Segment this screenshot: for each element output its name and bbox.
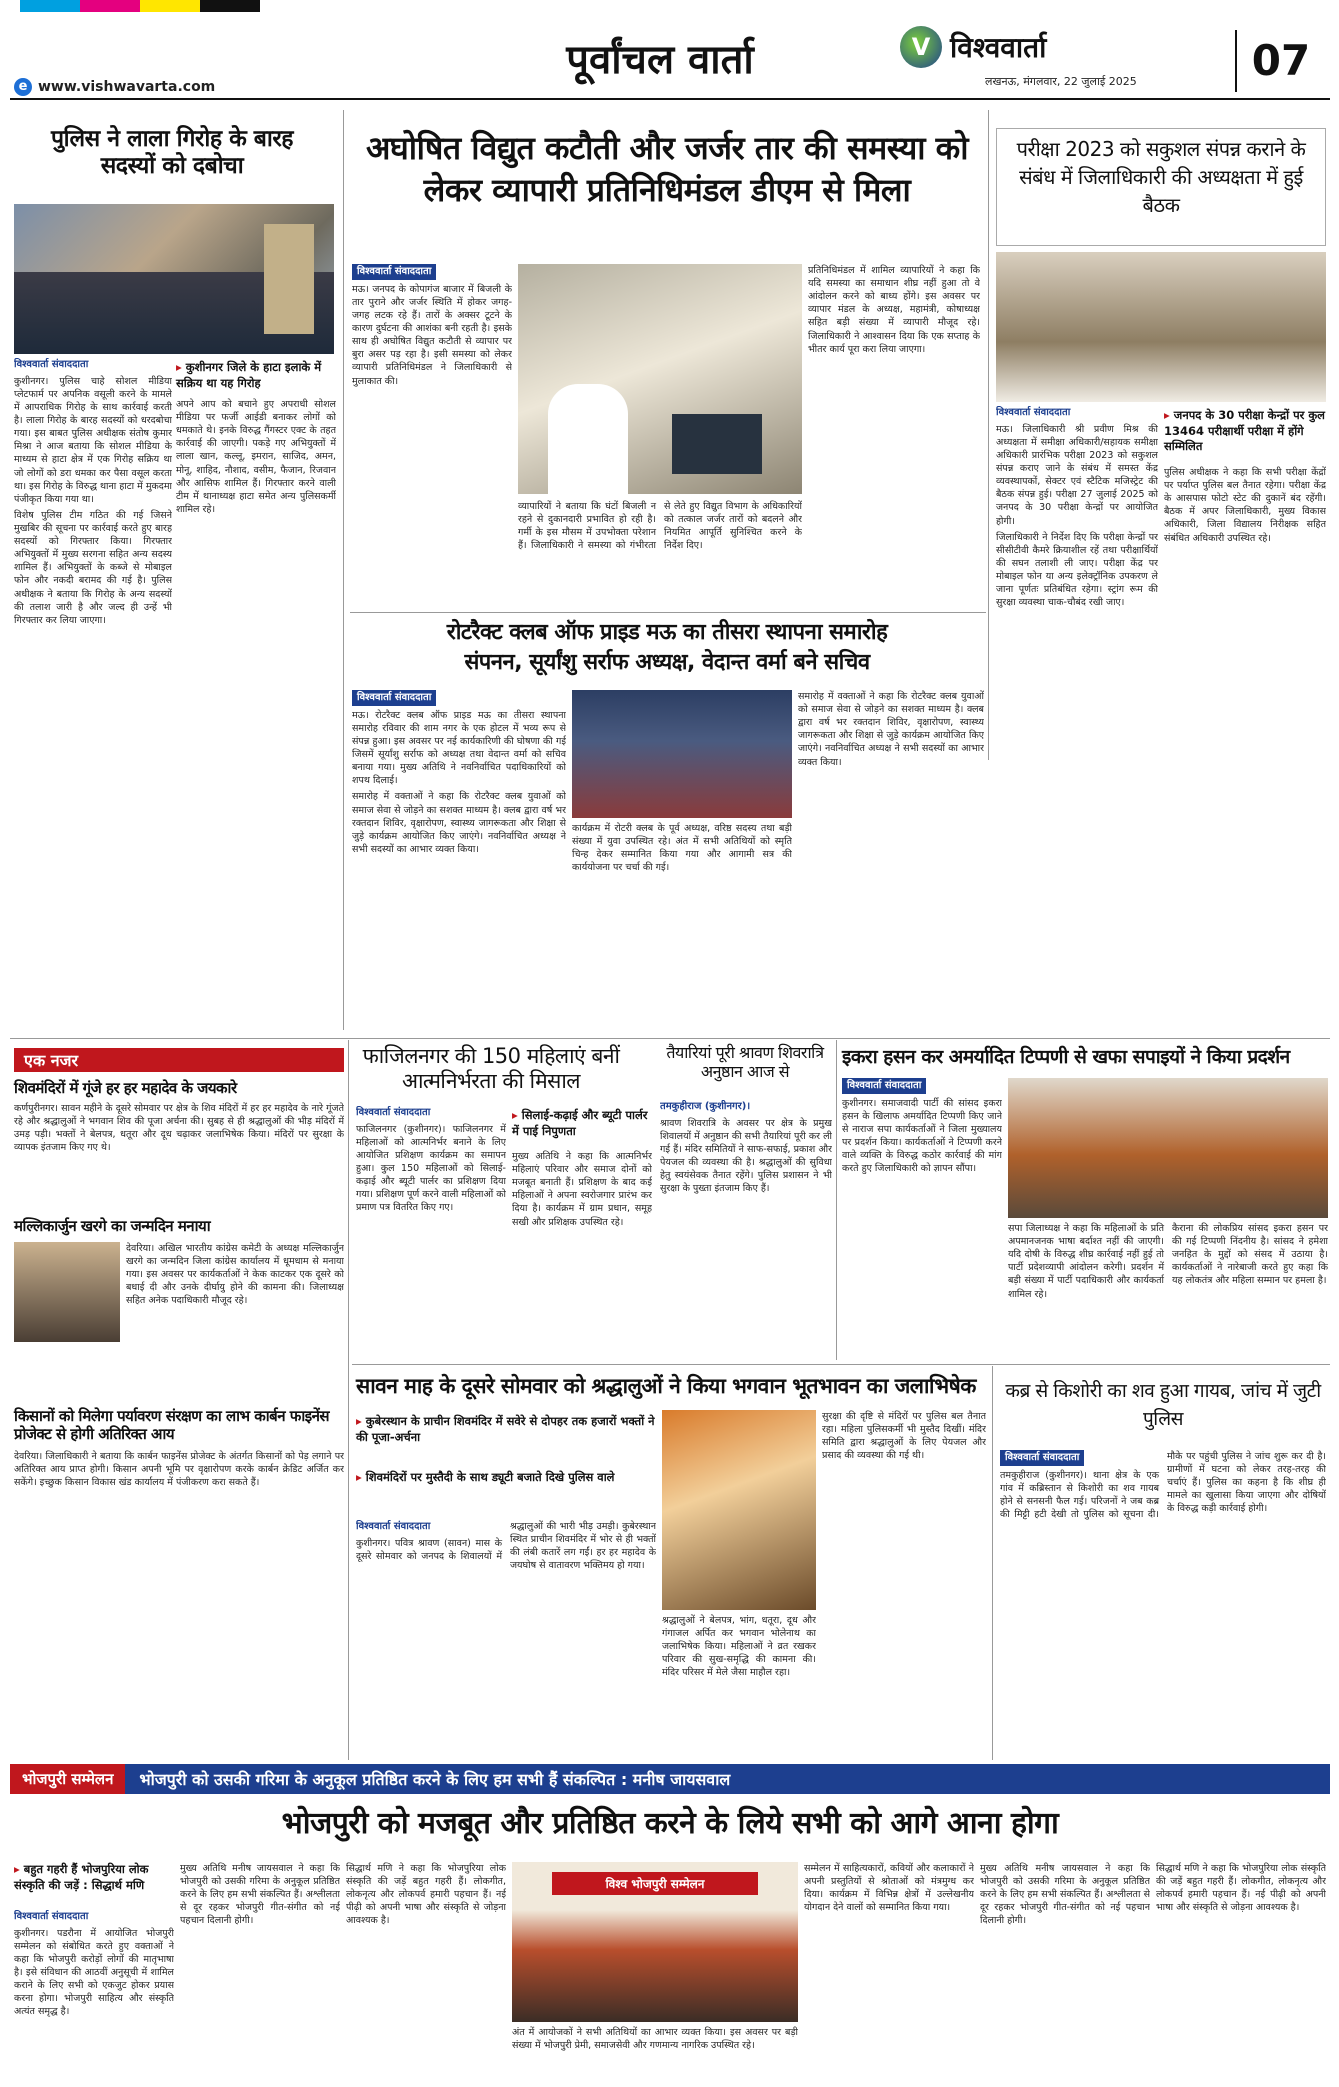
shravan-col xyxy=(660,1100,832,1356)
bhojpuri-col-3 xyxy=(346,1862,506,2075)
exam-body-1: मऊ। जिलाधिकारी श्री प्रवीण मिश्र की अध्यक्षता में समीक्षा अधिकारी/सहायक समीक्षा अधिकारी प्रारंभिक परीक्षा 2023 को सकुशल संपन्न कराए जाने के संबंध में समस्त केंद्र व्यवस्थापकों, सेक्टर एवं स्टैटिक मजिस्ट्रेट की बैठक संपन्न हुई। परीक्षा 27 जुलाई 2025 को जनपद के 30 परीक्षा केन्द्रों पर आयोजित होगी। xyxy=(996,423,1158,527)
brand-logo-icon: V xyxy=(900,26,942,68)
women-body-1: फाजिलनगर (कुशीनगर)। फाजिलनगर में महिलाओं को आत्मनिर्भर बनाने के लिए आयोजित प्रशिक्षण कार्यक्रम का समापन हुआ। कुल 150 महिलाओं को सिलाई-कढ़ाई और ब्यूटी पार्लर का प्रशिक्षण दिया गया। प्रशिक्षण पूर्ण करने वाली महिलाओं को प्रमाण पत्र वितरित किए गए। xyxy=(356,1123,506,1214)
shravan-monday-col-1 xyxy=(356,1520,656,1755)
bhojpuri-col-7 xyxy=(1156,1862,1326,2075)
shravan-monday-highlight-2 xyxy=(356,1470,656,1486)
rotaract-body-2b: समारोह में वक्ताओं ने कहा कि रोटरैक्ट क्लब युवाओं को समाज सेवा से जोड़ने का सशक्त माध्यम है। क्लब द्वारा वर्ष भर रक्तदान शिविर, वृक्षारोपण, स्वास्थ्य जागरूकता और शिक्षा से जुड़े कार्यक्रम आयोजित किए जाएंगे। नवनिर्वाचित अध्यक्ष ने सभी सदस्यों का आभार व्यक्त किया। xyxy=(798,691,984,768)
police-body-2: विशेष पुलिस टीम गठित की गई जिसने मुखबिर की सूचना पर कार्रवाई करते हुए बारह सदस्यों को गिरफ्तार किया। गिरफ्तार अभियुक्तों में मुख्य सरगना सहित अन्य सदस्य शामिल हैं। अभियुक्तों के कब्जे से मोबाइल फोन और नकदी बरामद की गई है। पुलिस अधीक्षक ने बताया कि गिरोह के अन्य सदस्यों की तलाश जारी है और जल्द ही उन्हें भी गिरफ्तार कर लिया जाएगा। xyxy=(14,509,172,626)
bhojpuri-body-3: सिद्धार्थ मणि ने कहा कि भोजपुरिया लोक संस्कृति की जड़ें बहुत गहरी हैं। लोकगीत, लोकनृत्य और लोकपर्व हमारी पहचान हैं। नई पीढ़ी को अपनी भाषा और संस्कृति से जोड़ना आवश्यक है। xyxy=(346,1863,506,1927)
police-group-photo xyxy=(14,204,334,354)
bhojpuri-col-5 xyxy=(804,1862,974,2075)
women-byline: विश्ववार्ता संवाददाता xyxy=(356,1107,431,1118)
protest-photo xyxy=(1008,1078,1328,1218)
police-highlight-text: कुशीनगर जिले के हाटा इलाके में सक्रिय था यह गिरोह xyxy=(176,360,322,390)
shravan-byline: तमकुहीराज (कुशीनगर)। xyxy=(660,1101,751,1112)
exam-highlight-text: जनपद के 30 परीक्षा केन्द्रों पर कुल 13464 परीक्षार्थी परीक्षा में होंगे सम्मिलित xyxy=(1164,408,1325,454)
exam-headline-box xyxy=(996,128,1326,246)
triangle-bullet-icon: ▸ xyxy=(1164,408,1170,422)
protest-body-3: कैराना की लोकप्रिय सांसद इकरा हसन पर की गई टिप्पणी निंदनीय है। सांसद ने हमेशा जनहित के मुद्दों को संसद में उठाया है। कार्यकर्ताओं ने नारेबाजी करते हुए कहा कि यह लोकतंत्र और महिला सम्मान पर हमला है। xyxy=(1172,1223,1328,1287)
police-headline: पुलिस ने लाला गिरोह के बारह सदस्यों को दबोचा xyxy=(51,126,293,180)
bhojpuri-body-5: अंत में आयोजकों ने सभी अतिथियों का आभार व्यक्त किया। इस अवसर पर बड़ी संख्या में भोजपुरी प्रेमी, समाजसेवी और गणमान्य नागरिक उपस्थित रहे। xyxy=(512,2027,798,2052)
rotaract-headline-2: संपनन, सूर्यांशु सर्राफ अध्यक्ष, वेदान्त वर्मा बने सचिव xyxy=(464,650,870,675)
police-body-1: कुशीनगर। पुलिस चाहे सोशल मीडिया प्लेटफार्म पर अपनिक वसूली करने के मामले में आपराधिक गिरोह के साथ कार्रवाई करती है। लाला गिरोह के बारह सदस्यों को धरदबोचा गया। इस बाबत पुलिस अधीक्षक संतोष कुमार मिश्रा ने आज बताया कि सोशल मीडिया के माध्यम से हाटा क्षेत्र में एक गिरोह सक्रिय था जो लोगों को डरा धमका कर पैसा वसूल करता था। इस गिरोह के विरुद्ध थाना हाटा में मुकदमा पंजीकृत किया गया था। xyxy=(14,375,172,505)
bhojpuri-body-3b: सिद्धार्थ मणि ने कहा कि भोजपुरिया लोक संस्कृति की जड़ें बहुत गहरी हैं। लोकगीत, लोकनृत्य और लोकपर्व हमारी पहचान हैं। नई पीढ़ी को अपनी भाषा और संस्कृति से जोड़ना आवश्यक है। xyxy=(1156,1863,1326,1914)
power-col-1 xyxy=(352,264,512,604)
bhojpuri-event-banner-text: विश्व भोजपुरी सम्मेलन xyxy=(552,1872,758,1895)
ek-nazar-item2-title: मल्लिकार्जुन खरगे का जन्मदिन मनाया xyxy=(14,1217,211,1235)
triangle-bullet-icon: ▸ xyxy=(176,360,182,374)
bhojpuri-body-4: सम्मेलन में साहित्यकारों, कवियों और कलाकारों ने अपनी प्रस्तुतियों से श्रोताओं को मंत्रमुग्ध कर दिया। कार्यक्रम में विभिन्न क्षेत्रों में उल्लेखनीय योगदान देने वालों को सम्मानित किया गया। xyxy=(804,1863,974,1914)
power-headline: अघोषित विद्युत कटौती और जर्जर तार की समस्या को लेकर व्यापारी प्रतिनिधिमंडल डीएम से मिला xyxy=(365,129,969,209)
bhojpuri-event-photo xyxy=(512,1862,798,2022)
rotaract-col-2 xyxy=(572,822,792,1030)
body-story-byline: विश्ववार्ता संवाददाता xyxy=(1000,1450,1084,1466)
bhojpuri-body-1: कुशीनगर। पडरौना में आयोजित भोजपुरी सम्मेलन को संबोधित करते हुए वक्ताओं ने कहा कि भोजपुरी करोड़ों लोगों की मातृभाषा है। इसे संविधान की आठवीं अनुसूची में शामिल कराने के लिए सभी को एकजुट होकर प्रयास करना होगा। भोजपुरी साहित्य और संस्कृति अत्यंत समृद्ध है। xyxy=(14,1927,174,2018)
color-registration-bar xyxy=(0,0,1339,14)
rotaract-body-2: समारोह में वक्ताओं ने कहा कि रोटरैक्ट क्लब युवाओं को समाज सेवा से जोड़ने का सशक्त माध्यम है। क्लब द्वारा वर्ष भर रक्तदान शिविर, वृक्षारोपण, स्वास्थ्य जागरूकता और शिक्षा से जुड़े कार्यक्रम आयोजित किए जाएंगे। नवनिर्वाचित अध्यक्ष ने सभी सदस्यों का आभार व्यक्त किया। xyxy=(352,791,566,855)
page-number: 07 xyxy=(1235,30,1325,92)
bhojpuri-headline: भोजपुरी को मजबूत और प्रतिष्ठित करने के लिये सभी को आगे आना होगा xyxy=(281,1806,1059,1841)
bhojpuri-banner xyxy=(10,1764,1330,1794)
triangle-bullet-icon: ▸ xyxy=(356,1470,362,1484)
power-body-1: मऊ। जनपद के कोपागंज बाजार में बिजली के तार पुराने और जर्जर स्थिति में होकर जगह-जगह लटक रहे हैं। तारों के अक्सर टूटने के कारण दुर्घटना की आशंका बनी रहती है। इसके साथ ही अघोषित विद्युत कटौती से व्यापार पर बुरा असर पड़ रहा है। इसी समस्या को लेकर व्यापारी प्रतिनिधिमंडल ने जिलाधिकारी से मुलाकात की। xyxy=(352,283,512,387)
ek-nazar-label: एक नजर xyxy=(14,1048,344,1072)
protest-col-2 xyxy=(1008,1222,1328,1358)
brand-block xyxy=(900,26,1046,68)
police-col-2 xyxy=(176,398,336,1038)
bhojpuri-highlight xyxy=(14,1862,174,1893)
bhojpuri-col-6 xyxy=(980,1862,1150,2075)
triangle-bullet-icon: ▸ xyxy=(14,1862,20,1876)
women-subhead xyxy=(512,1108,652,1139)
police-byline: विश्ववार्ता संवाददाता xyxy=(14,359,89,370)
ek-nazar-item3-body: देवरिया। जिलाधिकारी ने बताया कि कार्बन फाइनेंस प्रोजेक्ट के अंतर्गत किसानों को पेड़ लगाने पर अतिरिक्त आय प्राप्त होगी। किसान अपनी भूमि पर वृक्षारोपण करके कार्बन क्रेडिट अर्जित कर सकेंगे। इच्छुक किसान विकास खंड कार्यालय में पंजीकरण करा सकते हैं। xyxy=(14,1451,344,1489)
power-body-2: व्यापारियों ने बताया कि घंटों बिजली न रहने से दुकानदारी प्रभावित हो रही है। गर्मी के इस मौसम में उपभोक्ता परेशान हैं। जिलाधिकारी ने समस्या को गंभीरता से लेते हुए विद्युत विभाग के अधिकारियों को तत्काल जर्जर तारों को बदलने और नियमित आपूर्ति सुनिश्चित करने के निर्देश दिए। xyxy=(518,501,802,552)
rotaract-col-3 xyxy=(798,690,984,1030)
protest-byline: विश्ववार्ता संवाददाता xyxy=(842,1078,926,1094)
exam-headline: परीक्षा 2023 को सकुशल संपन्न कराने के संबंध में जिलाधिकारी की अध्यक्षता में हुई बैठक xyxy=(1016,137,1306,217)
protest-headline: इकरा हसन कर अमर्यादित टिप्पणी से खफा सपाइयों ने किया प्रदर्शन xyxy=(842,1046,1290,1068)
women-headline: फाजिलनगर की 150 महिलाएं बनीं आत्मनिर्भरता की मिसाल xyxy=(362,1044,620,1093)
bhojpuri-byline: विश्ववार्ता संवाददाता xyxy=(14,1911,89,1922)
power-meeting-photo xyxy=(518,264,802,494)
shravan-monday-body-2: श्रद्धालुओं ने बेलपत्र, भांग, धतूरा, दूध और गंगाजल अर्पित कर भगवान भोलेनाथ का जलाभिषेक किया। महिलाओं ने व्रत रखकर परिवार की सुख-समृद्धि की कामना की। मंदिर परिसर में मेले जैसा माहौल रहा। xyxy=(662,1615,816,1679)
rotaract-col-1 xyxy=(352,690,566,1030)
rotaract-body-1: मऊ। रोटरैक्ट क्लब ऑफ प्राइड मऊ का तीसरा स्थापना समारोह रविवार की शाम नगर के एक होटल में भव्य रूप से संपन्न हुआ। इस अवसर पर नई कार्यकारिणी की घोषणा की गई जिसमें सूर्यांशु सर्राफ को अध्यक्ष तथा वेदान्त वर्मा को सचिव बनाया गया। मुख्य अतिथि ने नवनिर्वाचित पदाधिकारियों को शपथ दिलाई। xyxy=(352,709,566,787)
kharge-photo xyxy=(14,1242,120,1342)
dateline: लखनऊ, मंगलवार, 22 जुलाई 2025 xyxy=(985,75,1137,88)
police-highlight xyxy=(176,360,336,391)
section-title: पूर्वांचल वार्ता xyxy=(566,36,754,83)
bhojpuri-section-label: भोजपुरी सम्मेलन xyxy=(10,1764,125,1794)
ek-nazar-item2-body: देवरिया। अखिल भारतीय कांग्रेस कमेटी के अध्यक्ष मल्लिकार्जुन खरगे का जन्मदिन जिला कांग्रेस कार्यालय में धूमधाम से मनाया गया। इस अवसर पर कार्यकर्ताओं ने केक काटकर एक दूसरे को बधाई दी और उनके दीर्घायु होने की कामना की। जिलाध्यक्ष सहित अनेक पदाधिकारी मौजूद रहे। xyxy=(126,1243,344,1307)
exam-body-3: पुलिस अधीक्षक ने कहा कि सभी परीक्षा केंद्रों पर पर्याप्त पुलिस बल तैनात रहेगा। परीक्षा केंद्र के आसपास फोटो स्टेट की दुकानें बंद रहेंगी। बैठक में अपर जिलाधिकारी, मुख्य विकास अधिकारी, जिला विद्यालय निरीक्षक सहित संबंधित अधिकारी उपस्थित रहे। xyxy=(1164,467,1326,544)
bhojpuri-highlight-text: बहुत गहरी हैं भोजपुरिया लोक संस्कृति की जड़ें : सिद्धार्थ मणि xyxy=(14,1862,149,1892)
body-story-body: तमकुहीराज (कुशीनगर)। थाना क्षेत्र के एक गांव में कब्रिस्तान से किशोरी का शव गायब होने से सनसनी फैल गई। परिजनों ने जब कब्र की मिट्टी हटी देखी तो पुलिस को सूचना दी। मौके पर पहुंची पुलिस ने जांच शुरू कर दी है। ग्रामीणों में घटना को लेकर तरह-तरह की चर्चाएं हैं। पुलिस का कहना है कि शीघ्र ही मामले का खुलासा किया जाएगा और दोषियों के विरुद्ध कड़ी कार्रवाई होगी। xyxy=(1000,1451,1326,1521)
exam-col-2 xyxy=(1164,466,1326,786)
shravan-headline: तैयारियां पूरी श्रावण शिवरात्रि अनुष्ठान आज से xyxy=(666,1043,824,1081)
women-col-2 xyxy=(512,1150,652,1356)
bhojpuri-body-2: मुख्य अतिथि मनीष जायसवाल ने कहा कि भोजपुरी को उसकी गरिमा के अनुकूल प्रतिष्ठित करने के लिए हम सभी संकल्पित हैं। अश्लीलता से दूर रहकर भोजपुरी गीत-संगीत को नई पहचान दिलानी होगी। xyxy=(180,1863,340,1927)
shravan-monday-col-3 xyxy=(822,1410,986,1755)
shravan-monday-highlight-1-text: कुबेरस्थान के प्राचीन शिवमंदिर में सवेरे से दोपहर तक हजारों भक्तों ने की पूजा-अर्चना xyxy=(356,1414,655,1444)
shravan-monday-headline: सावन माह के दूसरे सोमवार को श्रद्धालुओं ने किया भगवान भूतभावन का जलाभिषेक xyxy=(356,1374,976,1398)
triangle-bullet-icon: ▸ xyxy=(512,1108,518,1122)
bhojpuri-col-4 xyxy=(512,2026,798,2075)
shravan-monday-col-2 xyxy=(662,1614,816,1755)
power-body-3: प्रतिनिधिमंडल में शामिल व्यापारियों ने कहा कि यदि समस्या का समाधान शीघ्र नहीं हुआ तो वे आंदोलन करने को बाध्य होंगे। इस अवसर पर व्यापार मंडल के अध्यक्ष, महामंत्री, कोषाध्यक्ष सहित बड़ी संख्या में व्यापारी मौजूद रहे। जिलाधिकारी ने आश्वासन दिया कि एक सप्ताह के भीतर कार्य पूरा करा लिया जाएगा। xyxy=(808,265,980,355)
women-body-2: मुख्य अतिथि ने कहा कि आत्मनिर्भर महिलाएं परिवार और समाज दोनों को मजबूत बनाती हैं। प्रशिक्षण के बाद कई महिलाओं ने अपना स्वरोजगार प्रारंभ कर दिया है। कार्यक्रम में ग्राम प्रधान, समूह सखी और प्रशिक्षक उपस्थित रहे। xyxy=(512,1151,652,1228)
power-col-2 xyxy=(518,500,802,604)
bhojpuri-col-1 xyxy=(14,1910,174,2075)
body-story-col xyxy=(1000,1450,1326,1755)
shravan-monday-highlight-2-text: शिवमंदिरों पर मुस्तैदी के साथ ड्यूटी बजाते दिखे पुलिस वाले xyxy=(365,1470,615,1484)
power-col-3 xyxy=(808,264,980,604)
rotaract-byline: विश्ववार्ता संवाददाता xyxy=(352,690,436,706)
exam-body-2: जिलाधिकारी ने निर्देश दिए कि परीक्षा केन्द्रों पर सीसीटीवी कैमरे क्रियाशील रहें तथा परीक्षार्थियों की सघन तलाशी ली जाए। परीक्षा केंद्र पर मोबाइल फोन या अन्य इलेक्ट्रॉनिक उपकरण ले जाना पूर्णतः प्रतिबंधित रहेगा। स्ट्रांग रूम की सुरक्षा व्यवस्था चाक-चौबंद रखी जाए। xyxy=(996,531,1158,609)
shravan-monday-body-1: कुशीनगर। पवित्र श्रावण (सावन) मास के दूसरे सोमवार को जनपद के शिवालयों में श्रद्धालुओं की भारी भीड़ उमड़ी। कुबेरस्थान स्थित प्राचीन शिवमंदिर में भोर से ही भक्तों की लंबी कतारें लग गईं। हर हर महादेव के जयघोष से वातावरण भक्तिमय हो गया। xyxy=(356,1521,656,1572)
shravan-monday-highlight-1 xyxy=(356,1414,656,1445)
ek-nazar-item1-title: शिवमंदिरों में गूंजे हर हर महादेव के जयकारे xyxy=(14,1079,237,1097)
body-story-headline: कब्र से किशोरी का शव हुआ गायब, जांच में जुटी पुलिस xyxy=(1005,1380,1321,1430)
ek-nazar-item3-title: किसानों को मिलेगा पर्यावरण संरक्षण का लाभ कार्बन फाइनेंस प्रोजेक्ट से होगी अतिरिक्त आय xyxy=(14,1407,330,1443)
shravan-monday-byline: विश्ववार्ता संवाददाता xyxy=(356,1521,431,1532)
exam-col-1 xyxy=(996,406,1158,786)
bhojpuri-col-2 xyxy=(180,1862,340,2075)
brand-name: विश्ववार्ता xyxy=(950,31,1047,64)
exam-highlight xyxy=(1164,408,1326,455)
rotaract-group-photo xyxy=(572,690,792,818)
police-body-3: अपने आप को बचाने हुए अपराधी सोशल मीडिया पर फर्जी आईडी बनाकर लोगों को धमकाते थे। इनके विरुद्ध गैंगस्टर एक्ट के तहत कार्रवाई की जाएगी। पकड़े गए अभियुक्तों में लाला खान, कल्लू, इमरान, साजिद, अमन, मोनू, शाहिद, नौशाद, वसीम, फैजान, रिजवान और आसिफ शामिल हैं। गिरफ्तार करने वाली टीम में थानाध्यक्ष हाटा समेत अन्य पुलिसकर्मी शामिल रहे। xyxy=(176,399,336,515)
rotaract-body-3: कार्यक्रम में रोटरी क्लब के पूर्व अध्यक्ष, वरिष्ठ सदस्य तथा बड़ी संख्या में युवा उपस्थित रहे। अंत में सभी अतिथियों को स्मृति चिन्ह देकर सम्मानित किया गया और आगामी सत्र की कार्ययोजना पर चर्चा की गई। xyxy=(572,823,792,874)
rotaract-headline-1: रोटरैक्ट क्लब ऑफ प्राइड मऊ का तीसरा स्थापना समारोह xyxy=(446,620,888,645)
police-col-1 xyxy=(14,358,172,1038)
shravan-monday-body-3: सुरक्षा की दृष्टि से मंदिरों पर पुलिस बल तैनात रहा। महिला पुलिसकर्मी भी मुस्तैद दिखीं। मंदिर समिति द्वारा श्रद्धालुओं के लिए पेयजल और प्रसाद की व्यवस्था की गई थी। xyxy=(822,1411,986,1462)
bhojpuri-body-2b: मुख्य अतिथि मनीष जायसवाल ने कहा कि भोजपुरी को उसकी गरिमा के अनुकूल प्रतिष्ठित करने के लिए हम सभी संकल्पित हैं। अश्लीलता से दूर रहकर भोजपुरी गीत-संगीत को नई पहचान दिलानी होगी। xyxy=(980,1863,1150,1927)
website-link[interactable]: www.vishwavarta.com xyxy=(38,79,216,95)
triangle-bullet-icon: ▸ xyxy=(356,1414,362,1428)
exam-byline: विश्ववार्ता संवाददाता xyxy=(996,407,1071,418)
shravan-body: श्रावण शिवरात्रि के अवसर पर क्षेत्र के प्रमुख शिवालयों में अनुष्ठान की सभी तैयारियां पूरी कर ली गई हैं। मंदिर समितियों ने साफ-सफाई, प्रकाश और पेयजल की व्यवस्था की है। श्रद्धालुओं की सुविधा हेतु स्वयंसेवक तैनात रहेंगे। पुलिस प्रशासन ने भी सुरक्षा के पुख्ता इंतजाम किए हैं। xyxy=(660,1117,832,1195)
protest-body-2: सपा जिलाध्यक्ष ने कहा कि महिलाओं के प्रति अपमानजनक भाषा बर्दाश्त नहीं की जाएगी। यदि दोषी के विरुद्ध शीघ्र कार्रवाई नहीं हुई तो पार्टी प्रदेशव्यापी आंदोलन करेगी। प्रदर्शन में बड़ी संख्या में पार्टी पदाधिकारी और कार्यकर्ता शामिल रहे। xyxy=(1008,1223,1164,1300)
protest-col-1 xyxy=(842,1078,1002,1358)
women-col-1 xyxy=(356,1106,506,1356)
bhojpuri-banner-quote: भोजपुरी को उसकी गरिमा के अनुकूल प्रतिष्ठित करने के लिए हम सभी हैं संकल्पित : मनीष जायसवाल xyxy=(139,1770,731,1789)
women-subhead-text: सिलाई-कढ़ाई और ब्यूटी पार्लर में पाई निपुणता xyxy=(512,1108,648,1138)
power-byline: विश्ववार्ता संवाददाता xyxy=(352,264,436,280)
protest-body-1: कुशीनगर। समाजवादी पार्टी की सांसद इकरा हसन के खिलाफ अमर्यादित टिप्पणी किए जाने से नाराज सपा कार्यकर्ताओं ने जिला मुख्यालय पर प्रदर्शन किया। कार्यकर्ताओं ने टिप्पणी करने वाले व्यक्ति के विरुद्ध कठोर कार्रवाई की मांग करते हुए जिलाधिकारी को ज्ञापन सौंपा। xyxy=(842,1097,1002,1175)
ek-nazar-item1-body: कर्णपुरीनगर। सावन महीने के दूसरे सोमवार पर क्षेत्र के शिव मंदिरों में हर हर महादेव के नारे गूंजते रहे और श्रद्धालुओं ने भगवान शिव की पूजा अर्चना की। सुबह से ही श्रद्धालुओं की भीड़ मंदिरों में उमड़ पड़ी। भक्तों ने बेलपत्र, धतूरा और दूध चढ़ाकर जलाभिषेक किया। मंदिरों पर सुरक्षा के व्यापक इंतजाम किए गए थे। xyxy=(14,1103,344,1154)
internet-explorer-icon: e xyxy=(14,78,32,96)
exam-meeting-photo xyxy=(996,252,1326,402)
website-row xyxy=(14,78,215,96)
header-rule xyxy=(10,98,1330,100)
shravan-monday-photo xyxy=(662,1410,816,1610)
